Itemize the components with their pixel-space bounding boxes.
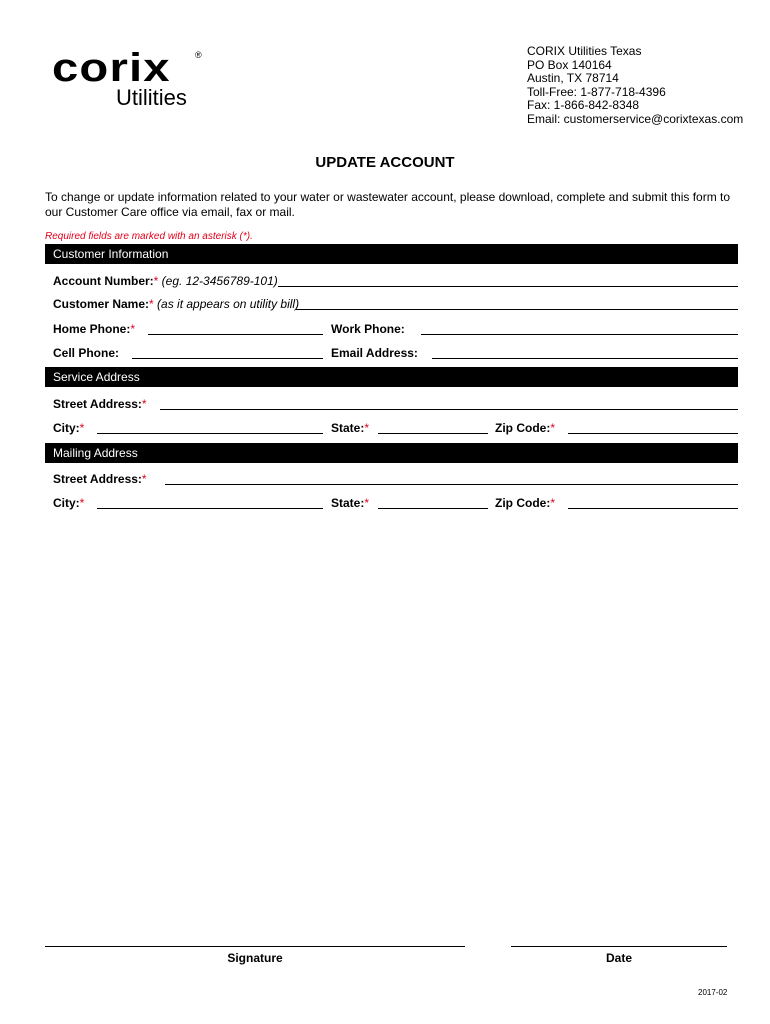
mailing-state-label	[331, 496, 369, 510]
required-star: *	[141, 472, 147, 486]
label-text: Customer Name:	[53, 297, 150, 311]
section-service-address: Service Address	[45, 367, 738, 387]
required-star: *	[141, 397, 147, 411]
section-customer-information: Customer Information	[45, 244, 738, 264]
required-star: *	[79, 421, 85, 435]
logo-wordmark: corix	[52, 46, 171, 90]
label-hint: (eg. 12-3456789-101)	[158, 274, 278, 288]
service-street-label	[53, 397, 147, 411]
page-title: UPDATE ACCOUNT	[315, 154, 455, 171]
required-star: *	[149, 297, 154, 311]
required-star: *	[364, 421, 370, 435]
address-line: Toll-Free: 1-877-718-4396	[527, 84, 666, 99]
service-state-label	[331, 421, 369, 435]
mailing-state-field[interactable]	[378, 508, 488, 509]
mailing-city-field[interactable]	[97, 508, 323, 509]
required-star: *	[550, 421, 555, 435]
account-number-label	[53, 274, 278, 288]
required-star: *	[364, 496, 370, 510]
label-text: State:	[331, 496, 365, 510]
logo-registered-mark: ®	[195, 50, 202, 60]
date-label: Date	[605, 951, 632, 965]
required-star: *	[79, 496, 85, 510]
address-line: CORIX Utilities Texas	[527, 44, 642, 58]
mailing-zip-label	[495, 496, 555, 510]
account-number-field[interactable]	[278, 286, 738, 287]
service-state-field[interactable]	[378, 433, 488, 434]
address-line: Email: customerservice@corixtexas.com	[527, 111, 744, 126]
mailing-city-label	[53, 496, 84, 510]
label-text: City:	[53, 496, 80, 510]
service-zip-field[interactable]	[568, 433, 738, 434]
service-city-field[interactable]	[97, 433, 323, 434]
work-phone-field[interactable]	[421, 334, 738, 335]
label-text: Street Address:	[53, 472, 142, 486]
required-note: Required fields are marked with an asterisk (*).	[45, 231, 253, 242]
label-text: Home Phone:	[53, 322, 131, 336]
required-star: *	[550, 496, 555, 510]
label-text: Zip Code:	[495, 421, 551, 435]
signature-field[interactable]	[45, 946, 465, 947]
label-text: City:	[53, 421, 80, 435]
label-hint: (as it appears on utility bill)	[153, 297, 300, 311]
service-zip-label	[495, 421, 555, 435]
date-field[interactable]	[511, 946, 727, 947]
address-line: Fax: 1-866-842-8348	[527, 98, 640, 113]
customer-name-label	[53, 297, 299, 311]
service-street-field[interactable]	[160, 409, 738, 410]
company-address	[527, 45, 743, 127]
intro-text: To change or update information related to your water or wastewater account, please download, complete and submit this form to our Customer Care office via email, fax or mail.	[45, 190, 731, 219]
cell-phone-label: Cell Phone:	[53, 346, 120, 360]
address-line: Austin, TX 78714	[527, 71, 619, 86]
corix-logo	[52, 48, 212, 114]
mailing-street-label	[53, 472, 147, 486]
logo-subtitle: Utilities	[116, 85, 187, 110]
mailing-street-field[interactable]	[165, 484, 738, 485]
label-text: State:	[331, 421, 365, 435]
form-version-code: 2017-02	[698, 988, 728, 997]
required-star: *	[130, 322, 136, 336]
mailing-zip-field[interactable]	[568, 508, 738, 509]
service-city-label	[53, 421, 84, 435]
address-line: PO Box 140164	[527, 57, 612, 72]
cell-phone-field[interactable]	[132, 358, 323, 359]
home-phone-field[interactable]	[148, 334, 323, 335]
required-star: *	[153, 274, 159, 288]
home-phone-label	[53, 322, 135, 336]
section-mailing-address: Mailing Address	[45, 443, 738, 463]
customer-name-field[interactable]	[296, 309, 738, 310]
signature-label: Signature	[227, 951, 283, 965]
email-address-field[interactable]	[432, 358, 738, 359]
email-address-label: Email Address:	[331, 346, 418, 360]
label-text: Account Number:	[53, 274, 154, 288]
label-text: Zip Code:	[495, 496, 551, 510]
work-phone-label: Work Phone:	[331, 322, 405, 336]
label-text: Street Address:	[53, 397, 142, 411]
